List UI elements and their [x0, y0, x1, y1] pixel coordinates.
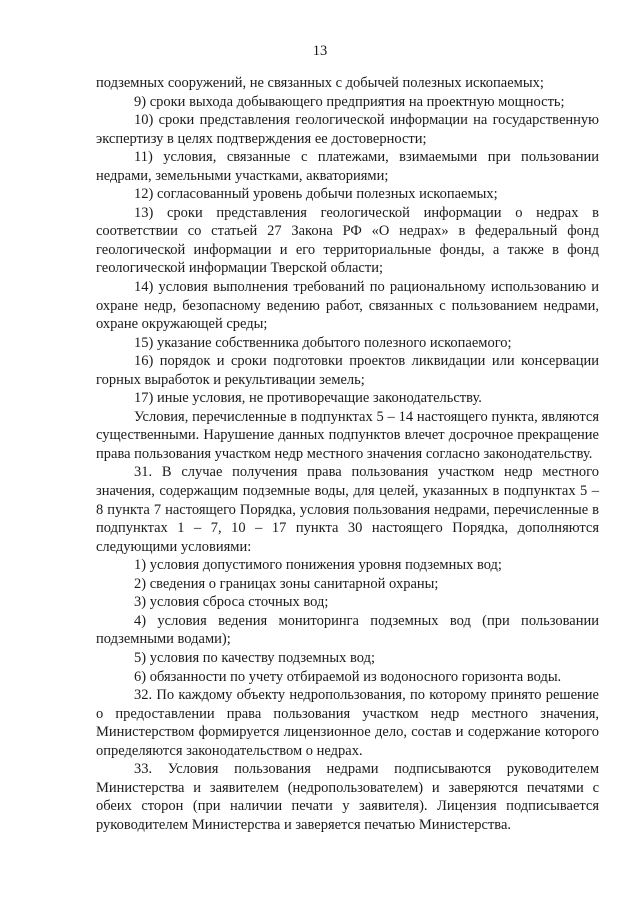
list-item-11: 11) условия, связанные с платежами, взимаемыми при пользовании недрами, земельными участками, акваториями;	[96, 149, 599, 184]
page-number: 13	[312, 43, 328, 59]
clause-31-item-6: 6) обязанности по учету отбираемой из водоносного горизонта воды.	[134, 668, 562, 685]
clause-31-item-1: 1) условия допустимого понижения уровня подземных вод;	[134, 557, 502, 574]
clause-31: 31. В случае получения права пользования участком недр местного значения, содержащим подземные воды, для целей, указанных в подпунктах 5 – 8 пункта 7 настоящего Порядка, условия пользования недрами, перечисленные в подпунктах 1 – 7, 10 – 17 пункта 30 настоящего Порядка, дополняются следующими условиями:	[96, 464, 599, 555]
paragraph-continuation: подземных сооружений, не связанных с добычей полезных ископаемых;	[96, 75, 544, 91]
clause-31-item-5: 5) условия по качеству подземных вод;	[134, 649, 376, 666]
list-item-17: 17) иные условия, не противоречащие законодательству.	[134, 390, 482, 407]
clause-31-item-4: 4) условия ведения мониторинга подземных вод (при пользовании подземными водами);	[96, 612, 599, 648]
clause-32: 32. По каждому объекту недропользования, по которому принято решение о предоставлении права пользования участком недр местного значения, Министерством формируется лицензионное дело, состав и содержание которого определяются законодательством о недрах.	[96, 687, 599, 759]
list-item-13: 13) сроки представления геологической информации о недрах в соответствии со статьей 27 Закона РФ «О недрах» в федеральный фонд геологической информации и его территориальные фонды, а также в фонд геологической информации Тверской области;	[96, 204, 599, 277]
paragraph-essential-conditions: Условия, перечисленные в подпунктах 5 – 14 настоящего пункта, являются существенными. Нарушение данных подпунктов влечет досрочное прекращение права пользования участком недр местного значения согласно законодательству.	[96, 408, 599, 462]
clause-31-item-2: 2) сведения о границах зоны санитарной охраны;	[134, 575, 439, 592]
list-item-10: 10) сроки представления геологической информации на государственную экспертизу в целях подтверждения ее достоверности;	[96, 112, 599, 147]
list-item-9: 9) сроки выхода добывающего предприятия на проектную мощность;	[134, 93, 565, 110]
list-item-15: 15) указание собственника добытого полезного ископаемого;	[134, 334, 512, 351]
list-item-12: 12) согласованный уровень добычи полезных ископаемых;	[134, 186, 498, 203]
clause-31-item-3: 3) условия сброса сточных вод;	[134, 594, 329, 611]
document-body	[96, 74, 599, 834]
list-item-16: 16) порядок и сроки подготовки проектов ликвидации или консервации горных выработок и рекультивации земель;	[96, 353, 599, 388]
clause-33: 33. Условия пользования недрами подписываются руководителем Министерства и заявителем (недропользователем) и заверяются печатями с обеих сторон (при наличии печати у заявителя). Лицензия подписывается руководителем Министерства и заверяется печатью Министерства.	[96, 761, 599, 833]
list-item-14: 14) условия выполнения требований по рациональному использованию и охране недр, безопасному ведению работ, связанных с пользованием недрами, охране окружающей среды;	[96, 279, 599, 333]
